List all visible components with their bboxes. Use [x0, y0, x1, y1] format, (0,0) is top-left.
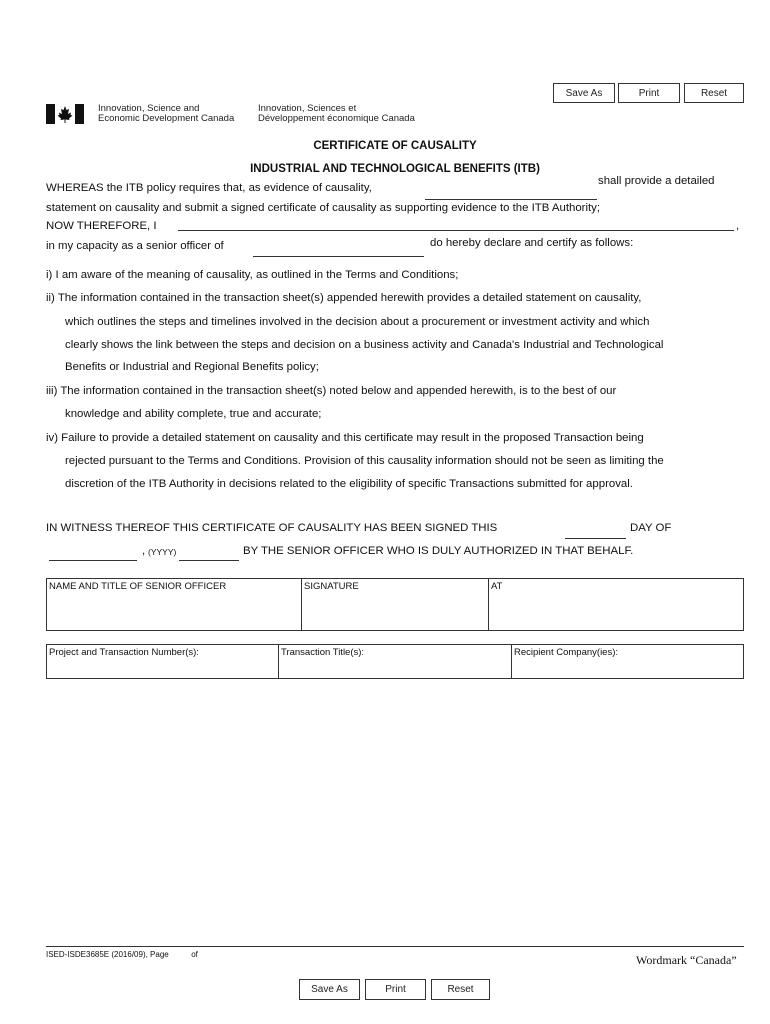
organization-field[interactable]: [255, 241, 427, 257]
by-officer-text: BY THE SENIOR OFFICER WHO IS DULY AUTHORIZED IN THAT BEHALF.: [243, 545, 634, 557]
save-as-button-bottom[interactable]: Save As: [299, 979, 360, 1000]
day-of-text: DAY OF: [630, 522, 672, 534]
project-number-cell: [47, 645, 279, 678]
certificate-title: CERTIFICATE OF CAUSALITY: [313, 140, 477, 152]
item-ii-line2: which outlines the steps and timelines involved in the decision about a procurement or investment activity and which: [65, 316, 650, 328]
item-ii-line4: Benefits or Industrial and Regional Benefits policy;: [65, 361, 319, 373]
at-label: AT: [491, 581, 503, 592]
reset-button[interactable]: Reset: [684, 83, 744, 103]
form-id: ISED-ISDE3685E (2016/09), Page of: [46, 950, 198, 959]
officer-name-title-input[interactable]: [49, 595, 299, 628]
item-iv-line3: discretion of the ITB Authority in decisions related to the eligibility of specific Transactions submitted for approval.: [65, 478, 633, 490]
year-separator: ,: [142, 545, 146, 557]
project-number-input[interactable]: [49, 661, 276, 676]
declare-text: do hereby declare and certify as follows:: [430, 237, 634, 249]
year-field[interactable]: [180, 545, 242, 561]
recipient-company-cell: [512, 645, 743, 678]
statement-text: statement on causality and submit a signed certificate of causality as supporting evidence to the ITB Authority;: [46, 202, 601, 214]
print-button[interactable]: Print: [618, 83, 680, 103]
officer-name-label: NAME AND TITLE OF SENIOR OFFICER: [49, 581, 227, 592]
transaction-title-label: Transaction Title(s):: [281, 647, 365, 658]
save-as-button[interactable]: Save As: [553, 83, 615, 103]
project-number-label: Project and Transaction Number(s):: [49, 647, 199, 658]
officer-name-field[interactable]: [180, 216, 736, 232]
reset-button-bottom[interactable]: Reset: [431, 979, 490, 1000]
department-name-en: Innovation, Science and Economic Development Canada: [98, 103, 235, 124]
item-ii-line3: clearly shows the link between the steps and decision on a business activity and Canada's Industrial and Technological: [65, 339, 664, 351]
transaction-title-cell: [279, 645, 512, 678]
canada-wordmark: Wordmark “Canada”: [636, 953, 737, 967]
print-button-bottom[interactable]: Print: [365, 979, 426, 1000]
item-iii-line1: iii) The information contained in the transaction sheet(s) noted below and appended herewith, is to the best of our: [46, 385, 617, 397]
now-therefore-text: NOW THEREFORE, I: [46, 220, 157, 232]
recipient-company-label: Recipient Company(ies):: [514, 647, 619, 658]
signature-label: SIGNATURE: [304, 581, 359, 592]
officer-name-cell: [47, 579, 302, 630]
item-i: i) I am aware of the meaning of causality, as outlined in the Terms and Conditions;: [46, 269, 459, 281]
transaction-title-input[interactable]: [281, 661, 509, 676]
item-iv-line1: iv) Failure to provide a detailed statement on causality and this certificate may result in the proposed Transaction being: [46, 432, 644, 444]
year-label: (YYYY): [148, 547, 177, 557]
at-location-input[interactable]: [491, 595, 741, 628]
day-field[interactable]: [566, 523, 628, 539]
capacity-text: in my capacity as a senior officer of: [46, 240, 224, 252]
officer-signature-table: [46, 578, 744, 631]
month-field[interactable]: [50, 545, 140, 561]
footer-divider: [46, 946, 744, 947]
canada-flag-icon: [46, 104, 84, 129]
item-ii-line1: ii) The information contained in the transaction sheet(s) appended herewith provides a detailed statement on causality,: [46, 292, 642, 304]
transaction-table: [46, 644, 744, 679]
certificate-subtitle: INDUSTRIAL AND TECHNOLOGICAL BENEFITS (ITB): [250, 163, 540, 175]
item-iii-line2: knowledge and ability complete, true and accurate;: [65, 408, 322, 420]
item-iv-line2: rejected pursuant to the Terms and Conditions. Provision of this causality information should not be seen as limiting the: [65, 455, 664, 467]
department-name-fr: Innovation, Sciences et Développement économique Canada: [258, 103, 415, 124]
recipient-company-input[interactable]: [514, 661, 741, 676]
whereas-text: WHEREAS the ITB policy requires that, as evidence of causality,: [46, 182, 372, 194]
signature-cell: [302, 579, 489, 630]
comma-text: ,: [736, 220, 740, 232]
at-cell: [489, 579, 743, 630]
signature-input[interactable]: [304, 595, 486, 628]
witness-text: IN WITNESS THEREOF THIS CERTIFICATE OF CAUSALITY HAS BEEN SIGNED THIS: [46, 522, 498, 534]
shall-provide-text: shall provide a detailed: [598, 175, 715, 187]
company-name-field[interactable]: [426, 184, 600, 200]
